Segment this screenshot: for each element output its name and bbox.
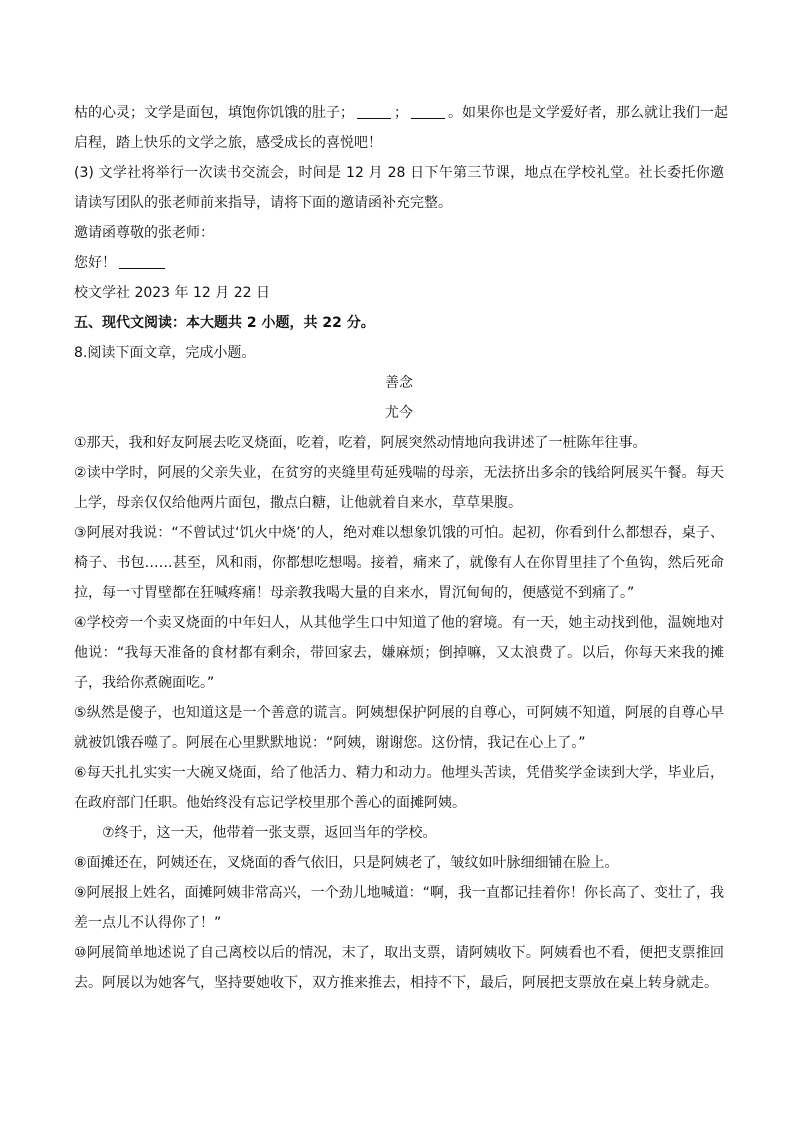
- section-5-heading: 五、现代文阅读：本大题共 2 小题，共 22 分。: [74, 315, 375, 331]
- invitation-greeting-line: [74, 248, 724, 278]
- question-8-instruction: 8.阅读下面文章，完成小题。: [74, 345, 256, 361]
- intro-line-2: 启程，踏上快乐的文学之旅，感受成长的喜悦吧！: [74, 135, 382, 151]
- article-author: 尤今: [385, 405, 413, 421]
- article-paragraph: ⑤纵然是傻子，也知道这是一个善意的谎言。阿姨想保护阿展的自尊心，可阿姨不知道，阿展的自尊心早就被饥饿吞噬了。阿展在心里默默地说：“阿姨，谢谢您。这份情，我记在心上了。”: [74, 705, 724, 751]
- article-paragraph: ⑦终于，这一天，他带着一张支票，返回当年的学校。: [102, 825, 437, 841]
- intro-line-1: [74, 98, 728, 128]
- article-paragraph: ⑧面摊还在，阿姨还在，叉烧面的香气依旧，只是阿姨老了，皱纹如叶脉细细铺在脸上。: [74, 855, 619, 871]
- invitation-salutation: 邀请函尊敬的张老师：: [74, 225, 214, 241]
- intro-text-a: 枯的心灵；文学是面包，填饱你饥饿的肚子；: [74, 105, 354, 121]
- invitation-greeting: 您好！: [74, 255, 116, 271]
- article-paragraph: ⑥每天扎扎实实一大碗叉烧面，给了他活力、精力和动力。他埋头苦读，凭借奖学金读到大学，毕业后，在政府部门任职。他始终没有忘记学校里那个善心的面摊阿姨。: [74, 765, 724, 811]
- invitation-answer-blank[interactable]: [119, 254, 165, 269]
- article-paragraph: ⑨阿展报上姓名，面摊阿姨非常高兴，一个劲儿地喊道：“啊，我一直都记挂着你！你长高了、变壮了，我差一点儿不认得你了！”: [74, 885, 724, 931]
- article-paragraph: ③阿展对我说：“不曾试过‘饥火中烧’的人，绝对难以想象饥饿的可怕。起初，你看到什么都想吞，桌子、椅子、书包……甚至，风和雨，你都想吃想喝。接着，痛来了，就像有人在你胃里挂了个鱼钩，然后死命拉，每一寸胃壁都在狂喊疼痛！母亲教我喝大量的自来水，胃沉甸甸的，便感觉不到痛了。”: [74, 525, 724, 601]
- page-content: [74, 98, 728, 998]
- question-3-text: (3) 文学社将举行一次读书交流会，时间是 12 月 28 日下午第三节课，地点在学校礼堂。社长委托你邀请读写团队的张老师前来指导，请将下面的邀请函补充完整。: [74, 165, 724, 211]
- article-paragraph: ④学校旁一个卖叉烧面的中年妇人，从其他学生口中知道了他的窘境。有一天，她主动找到他，温婉地对他说：“我每天准备的食材都有剩余，带回家去，嫌麻烦；倒掉嘛，又太浪费了。以后，你每天来我的摊子，我给你煮碗面吃。”: [74, 615, 724, 691]
- article-paragraph: ①那天，我和好友阿展去吃叉烧面，吃着，吃着，阿展突然动情地向我讲述了一桩陈年往事。: [74, 435, 647, 451]
- article-title: 善念: [385, 375, 413, 391]
- intro-text-b: 。如果你也是文学爱好者，那么就让我们一起: [448, 105, 728, 121]
- answer-blank-2[interactable]: [411, 104, 445, 119]
- article-paragraph: ②读中学时，阿展的父亲失业，在贫穷的夹缝里苟延残喘的母亲，无法挤出多余的钱给阿展买午餐。每天上学，母亲仅仅给他两片面包，撒点白糖，让他就着自来水，草草果腹。: [74, 465, 724, 511]
- intro-separator: ；: [394, 105, 408, 121]
- article-paragraph: ⑩阿展简单地述说了自己离校以后的情况，末了，取出支票，请阿姨收下。阿姨看也不看，便把支票推回去。阿展以为她客气，坚持要她收下，双方推来推去，相持不下，最后，阿展把支票放在桌上转身就走。: [74, 945, 724, 991]
- invitation-signature: 校文学社 2023 年 12 月 22 日: [74, 285, 270, 301]
- answer-blank-1[interactable]: [357, 104, 391, 119]
